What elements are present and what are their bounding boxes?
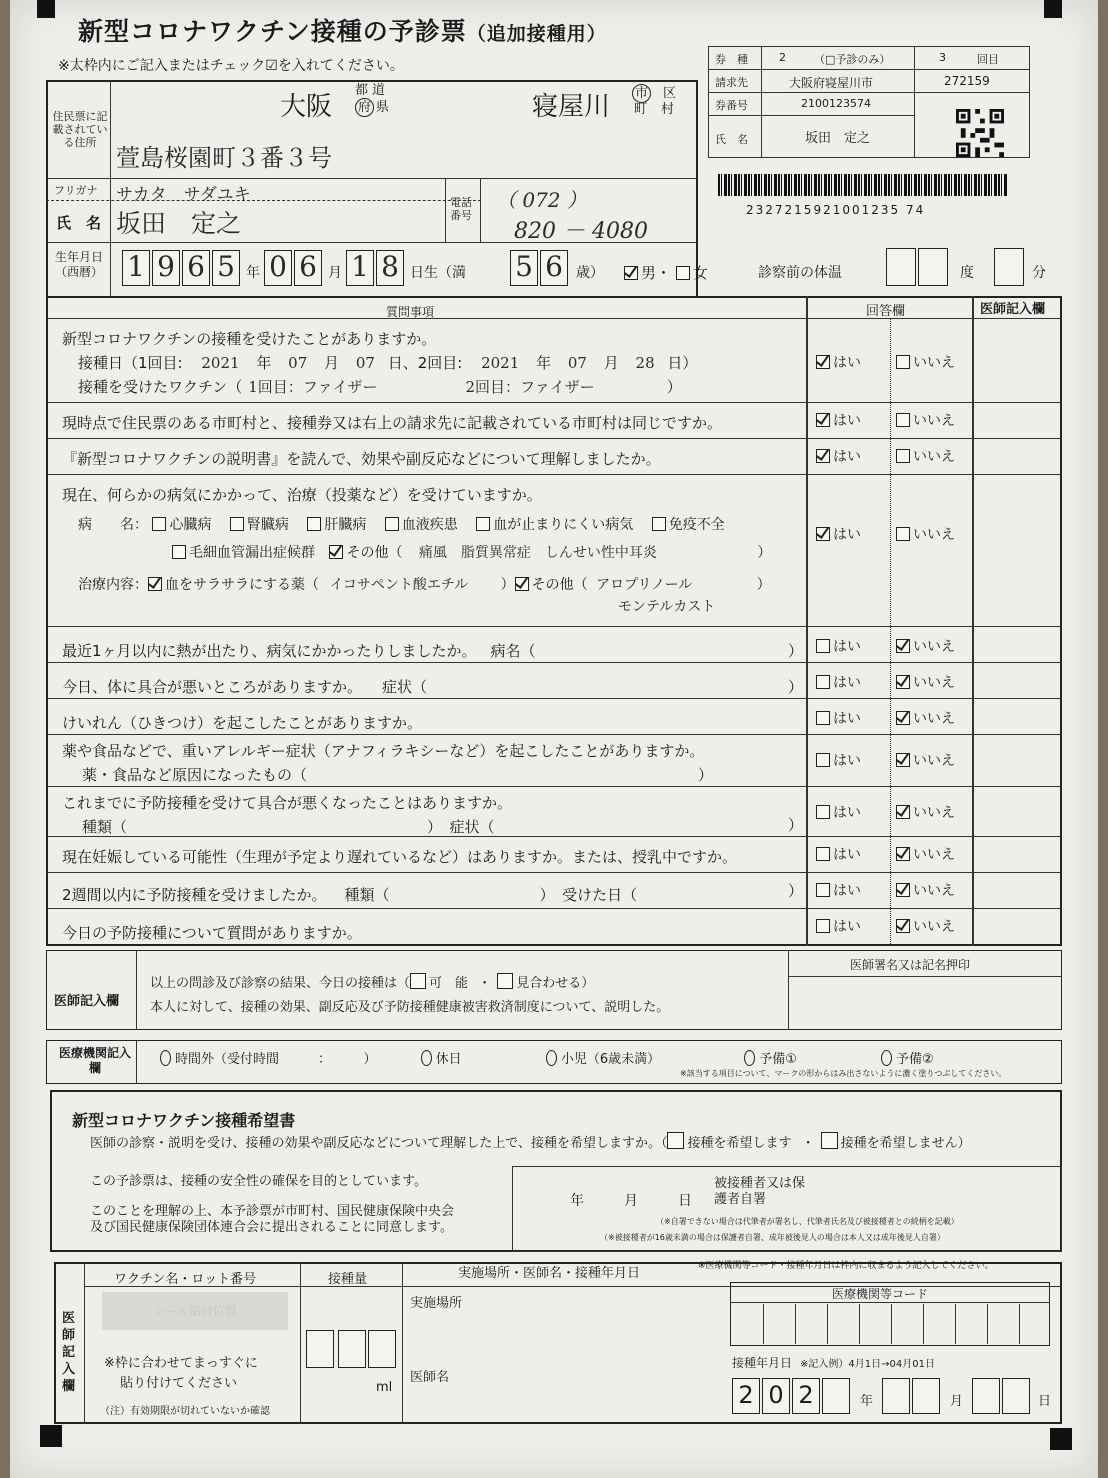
- q6-no[interactable]: いいえ: [896, 672, 955, 692]
- code-label: 医療機関等コード: [832, 1287, 929, 1301]
- day-digit[interactable]: [1002, 1378, 1030, 1414]
- year-digit[interactable]: 2: [732, 1378, 760, 1414]
- bottom-month-label: 月: [950, 1394, 964, 1409]
- name-label: 氏 名: [56, 214, 102, 232]
- code-digit-cells[interactable]: [732, 1304, 1048, 1344]
- phone-label: 電話番号: [450, 196, 472, 222]
- ticket-box: [708, 46, 1030, 158]
- day-label: 日生（満: [410, 265, 466, 281]
- q11-no[interactable]: いいえ: [896, 880, 955, 900]
- q10-text: 現在妊娠している可能性（生理が予定より遅れているなど）はありますか。または、授乳中ですか。: [62, 848, 738, 866]
- q3-yes[interactable]: はい: [816, 446, 861, 466]
- q9-no[interactable]: いいえ: [896, 802, 955, 822]
- kind-label: 券 種: [715, 53, 748, 66]
- q6-text: 今日、体に具合が悪いところがありますか。 症状（: [62, 678, 428, 696]
- temp-decimal-box[interactable]: [994, 248, 1024, 286]
- questions-header: 質問事項: [386, 305, 435, 319]
- birth-digit[interactable]: 9: [152, 250, 180, 286]
- year-label: 年: [246, 265, 260, 281]
- registration-mark: [40, 1425, 62, 1447]
- month-digit[interactable]: [882, 1378, 910, 1414]
- sticker-area: シール貼付位置: [102, 1292, 288, 1330]
- month-digit[interactable]: [912, 1378, 940, 1414]
- address-prefecture: 大阪: [280, 92, 333, 122]
- q3-no[interactable]: いいえ: [896, 446, 955, 466]
- postpone-checkbox[interactable]: [497, 973, 513, 989]
- option-child[interactable]: 小児（6歳未満）: [546, 1052, 660, 1067]
- q7-yes[interactable]: はい: [816, 708, 861, 728]
- phone-area: （ 072 ）: [496, 188, 587, 212]
- option-reserve-2[interactable]: 予備②: [881, 1052, 934, 1067]
- q8-yes[interactable]: はい: [816, 750, 861, 770]
- q10-yes[interactable]: はい: [816, 844, 861, 864]
- institution-options: [160, 1048, 934, 1067]
- institution-note: ※該当する項目について、マークの形からはみ出さないように濃く塗りつぶしてください。: [680, 1069, 1007, 1078]
- age-label: 歳）: [576, 265, 604, 281]
- day-digit[interactable]: [972, 1378, 1000, 1414]
- consent-title: 新型コロナワクチン接種希望書: [72, 1111, 296, 1130]
- q2-text: 現時点で住民票のある市町村と、接種券又は右上の請求先に記載されている市町村は同じですか。: [62, 414, 723, 432]
- q10-no[interactable]: いいえ: [896, 844, 955, 864]
- form-title: 新型コロナワクチン接種の予診票（追加接種用）: [78, 17, 607, 46]
- q9-yes[interactable]: はい: [816, 802, 861, 822]
- option-after-hours[interactable]: 時間外（受付時間 ： ）: [160, 1052, 377, 1067]
- dose-label: 回目: [977, 53, 999, 66]
- male-checkbox[interactable]: [624, 266, 638, 280]
- q4-t2-value-2: モンテルカスト: [618, 599, 716, 615]
- consent-date: 年 月 日: [570, 1193, 692, 1209]
- sticker-note1: ※枠に合わせてまっすぐに: [104, 1356, 258, 1371]
- signer-label: 被接種者又は保護者自署: [714, 1176, 806, 1207]
- q4-diseases-2: 毛細血管漏出症候群 その他（ 痛風 脂質異常症 しんせい性中耳炎 ）: [172, 542, 771, 562]
- temp-digit-box[interactable]: [918, 248, 948, 286]
- q8-sub: 薬・食品など原因になったもの（: [82, 766, 308, 784]
- q2-yes[interactable]: はい: [816, 410, 861, 430]
- registration-mark: [1044, 0, 1062, 18]
- ticket-name-label: 氏 名: [715, 133, 748, 146]
- vaccination-form: [10, 0, 1098, 1478]
- q4-treatment: 治療内容： 血をサラサラにする薬（ イコサペント酸エチル ） その他（ アロプリノール ）: [78, 577, 771, 593]
- signer-note1: （※自署できない場合は代筆者が署名し、代筆者氏名及び被接種者との続柄を記載）: [656, 1217, 959, 1226]
- registration-mark: [1050, 1428, 1072, 1450]
- q9-text: これまでに予防接種を受けて具合が悪くなったことはありますか。: [62, 794, 513, 812]
- birth-digit[interactable]: 5: [212, 250, 240, 286]
- q5-yes[interactable]: はい: [816, 636, 861, 656]
- sticker-note2: 貼り付けてください: [120, 1376, 238, 1391]
- dose-value: 3: [939, 51, 946, 64]
- ticket-no-value: 2100123574: [801, 97, 871, 110]
- q9-close: ）: [788, 816, 804, 834]
- bottom-year-label: 年: [860, 1394, 874, 1409]
- q1-text: 新型コロナワクチンの接種を受けたことがありますか。: [62, 330, 437, 348]
- q4-text: 現在、何らかの病気にかかって、治療（投薬など）を受けていますか。: [62, 486, 542, 504]
- birth-digit[interactable]: 1: [346, 250, 374, 286]
- qr-code-icon: [955, 109, 1005, 157]
- pref-suffixes: 都 道 府 県: [355, 83, 390, 115]
- q6-yes[interactable]: はい: [816, 672, 861, 692]
- birth-digit[interactable]: 6: [294, 250, 322, 286]
- deg-label: 度: [960, 265, 974, 281]
- min-label: 分: [1032, 265, 1046, 281]
- age-digit[interactable]: 6: [540, 250, 568, 286]
- consent-line2: この予診票は、接種の安全性の確保を目的としています。: [90, 1174, 427, 1189]
- q12-text: 今日の予防接種について質問がありますか。: [62, 924, 362, 942]
- consent-line1: 医師の診察・説明を受け、接種の効果や副反応などについて理解した上で、接種を希望しますか。（ 接種を希望します ・ 接種を希望しません）: [90, 1132, 971, 1151]
- barcode: [718, 174, 1008, 196]
- q5-no[interactable]: いいえ: [896, 636, 955, 656]
- ticket-no-label: 券番号: [715, 99, 748, 112]
- dose-digit-box[interactable]: [338, 1330, 366, 1368]
- q7-no[interactable]: いいえ: [896, 708, 955, 728]
- dose-col-header: 接種量: [328, 1272, 368, 1287]
- barcode-number: 2327215921001235 74: [746, 203, 926, 217]
- age-digit[interactable]: 5: [510, 250, 538, 286]
- address-street: 萱島桜園町３番３号: [116, 144, 332, 172]
- q9-sub: 種類（ ） 症状（: [82, 818, 495, 836]
- birth-digit[interactable]: 6: [182, 250, 210, 286]
- q12-yes[interactable]: はい: [816, 916, 861, 936]
- q1-dates: 接種日（1回目: 2021 年 07 月 07 日、2回目: 2021 年 07 月 28 日）: [78, 354, 698, 372]
- institution-label: 医療機関記入欄: [58, 1046, 131, 1075]
- q8-close: ）: [698, 766, 714, 784]
- q4-no[interactable]: いいえ: [896, 524, 955, 544]
- billing-label: 請求先: [715, 76, 748, 89]
- q3-text: 『新型コロナワクチンの説明書』を読んで、効果や副反応などについて理解しましたか。: [62, 450, 661, 468]
- q6-close: ）: [788, 678, 804, 696]
- doctor-name-label: 医師名: [410, 1370, 450, 1385]
- possible-checkbox[interactable]: [410, 973, 426, 989]
- instruction-text: ※太枠内にご記入またはチェック☑を入れてください。: [58, 58, 404, 74]
- year-digit[interactable]: [822, 1378, 850, 1414]
- female-checkbox[interactable]: [676, 266, 690, 280]
- consent-line3: このことを理解の上、本予診票が市町村、国民健康保険中央会: [90, 1204, 455, 1219]
- bottom-note: ※医療機関等コード・接種年月日は枠内に収まるよう記入してください。: [698, 1261, 994, 1271]
- consent-line4: 及び国民健康保険団体連合会に提出されることに同意します。: [90, 1220, 453, 1235]
- city-suffixes: 市 区 町 村: [634, 86, 677, 117]
- birth-digit[interactable]: 1: [122, 250, 150, 286]
- want-checkbox[interactable]: [667, 1132, 684, 1149]
- vaccine-col-header: ワクチン名・ロット番号: [114, 1272, 257, 1287]
- q8-text: 薬や食品などで、重いアレルギー症状（アナフィラキシーなど）を起こしたことがありますか。: [62, 742, 705, 760]
- temp-label: 診察前の体温: [758, 265, 842, 281]
- year-digit[interactable]: 2: [792, 1378, 820, 1414]
- ml-label: ml: [376, 1380, 393, 1395]
- dose-digit-box[interactable]: [306, 1330, 334, 1368]
- doctor-line1: 以上の問診及び診察の結果、今日の接種は（ 可 能 ・ 見合わせる）: [150, 972, 594, 991]
- q4-diseases: 病 名： 心臓病 腎臓病 肝臓病 血液疾患 血が止まりにくい病気 免疫不全: [78, 517, 725, 533]
- option-reserve-1[interactable]: 予備①: [744, 1052, 797, 1067]
- q1-no[interactable]: いいえ: [896, 352, 955, 372]
- q4-yes[interactable]: はい: [816, 524, 861, 544]
- q8-no[interactable]: いいえ: [896, 750, 955, 770]
- kind-note: （□予診のみ）: [814, 53, 891, 66]
- signer-note2: （※被接種者が16歳未満の場合は保護者自署、成年被後見人の場合は本人又は成年後見人自署）: [600, 1233, 945, 1242]
- sex-selector[interactable]: 男・ 女: [624, 262, 708, 283]
- billing-value: 大阪府寝屋川市: [789, 76, 874, 90]
- name-value: 坂田 定之: [116, 209, 242, 238]
- birth-digit[interactable]: 8: [376, 250, 404, 286]
- q5-close: ）: [788, 642, 804, 660]
- doctor-header: 医師記入欄: [980, 302, 1046, 317]
- furigana-label: フリガナ: [54, 184, 98, 197]
- q7-text: けいれん（ひきつけ）を起こしたことがありますか。: [62, 714, 423, 732]
- address-label: 住民票に記載されている住所: [52, 110, 108, 149]
- q1-vaccine: 接種を受けたワクチン（ 1回目：ファイザー 2回目：ファイザー ）: [78, 378, 682, 396]
- q1-yes[interactable]: はい: [816, 352, 861, 372]
- doctor-line2: 本人に対して、接種の効果、副反応及び予防接種健康被害救済制度について、説明した。: [150, 1000, 670, 1015]
- kind-value: 2: [779, 51, 786, 64]
- address-city: 寝屋川: [532, 92, 611, 122]
- bottom-side-label: 医師記入欄: [62, 1311, 76, 1394]
- registration-mark: [37, 0, 55, 18]
- option-holiday[interactable]: 休日: [421, 1052, 462, 1067]
- q12-no[interactable]: いいえ: [896, 916, 955, 936]
- birth-label: 生年月日（西暦）: [54, 250, 103, 279]
- doctor-sign-label: 医師署名又は記名押印: [850, 958, 971, 972]
- place-label: 実施場所: [410, 1296, 463, 1311]
- q11-text: 2週間以内に予防接種を受けましたか。 種類（ ） 受けた日（: [62, 886, 638, 904]
- temp-digit-box[interactable]: [886, 248, 916, 286]
- ticket-name-value: 坂田 定之: [805, 131, 871, 146]
- date-label: 接種年月日 ※記入例）4月1日→04月01日: [732, 1356, 935, 1370]
- billing-code: 272159: [944, 74, 990, 88]
- q2-no[interactable]: いいえ: [896, 410, 955, 430]
- year-digit[interactable]: 0: [762, 1378, 790, 1414]
- expiry-note: （注）有効期限が切れていないか確認: [100, 1406, 270, 1417]
- furigana-value: サカタ サダユキ: [116, 185, 251, 205]
- month-label: 月: [328, 265, 342, 281]
- bottom-day-label: 日: [1038, 1394, 1052, 1409]
- doctor-section-label: 医師記入欄: [54, 994, 120, 1009]
- q11-close: ）: [788, 882, 804, 900]
- phone-number: 820 － 4080: [514, 219, 648, 244]
- not-want-checkbox[interactable]: [821, 1132, 838, 1149]
- answers-header: 回答欄: [866, 304, 906, 319]
- place-col-header: 実施場所・医師名・接種年月日: [458, 1266, 641, 1281]
- q11-yes[interactable]: はい: [816, 880, 861, 900]
- dose-digit-box[interactable]: [368, 1330, 396, 1368]
- birth-digit[interactable]: 0: [264, 250, 292, 286]
- q5-text: 最近1ヶ月以内に熱が出たり、病気にかかったりしましたか。 病名（: [62, 642, 536, 660]
